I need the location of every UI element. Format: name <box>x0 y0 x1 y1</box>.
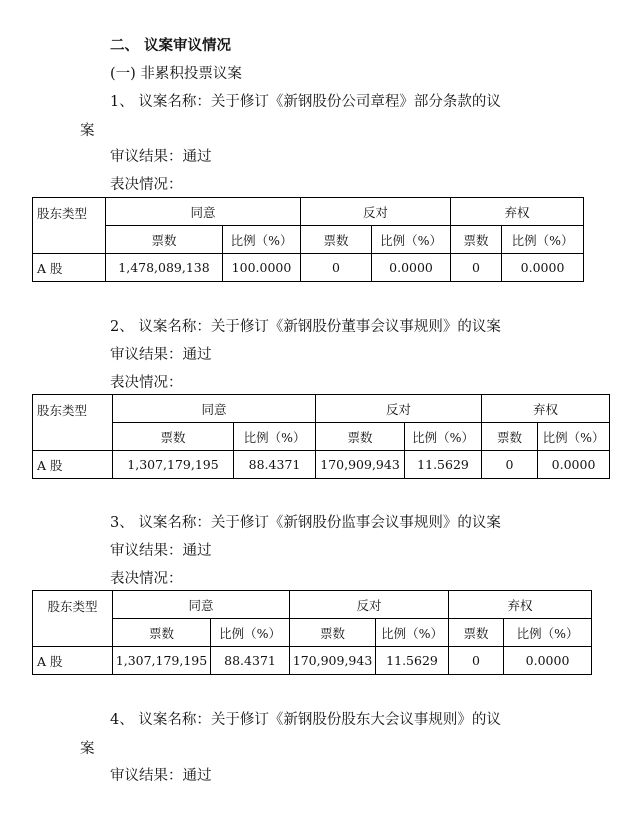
cell-against-ratio: 11.5629 <box>405 451 482 479</box>
proposal-3-title: 3、 议案名称：关于修订《新钢股份监事会议事规则》的议案 <box>110 515 501 531</box>
cell-abstain-ratio: 0.0000 <box>538 451 610 479</box>
header-agree-ratio: 比例（%） <box>223 226 301 254</box>
cell-agree-votes: 1,478,089,138 <box>106 254 223 282</box>
header-against: 反对 <box>316 395 482 423</box>
cell-abstain-votes: 0 <box>449 647 504 675</box>
header-abstain-votes: 票数 <box>451 226 502 254</box>
cell-abstain-ratio: 0.0000 <box>502 254 584 282</box>
proposal-2-result <box>110 345 212 365</box>
proposal-2-title: 2、 议案名称：关于修订《新钢股份董事会议事规则》的议案 <box>110 319 501 335</box>
header-abstain: 弃权 <box>482 395 610 423</box>
header-abstain-ratio: 比例（%） <box>504 619 592 647</box>
result-label: 审议结果： <box>110 347 183 363</box>
header-agree: 同意 <box>106 198 301 226</box>
header-against-votes: 票数 <box>290 619 376 647</box>
header-against: 反对 <box>301 198 451 226</box>
table-row <box>33 647 592 675</box>
result-value: 通过 <box>182 347 212 363</box>
header-abstain-ratio: 比例（%） <box>538 423 610 451</box>
proposal-4-title-cont: 案 <box>80 741 95 757</box>
header-against: 反对 <box>290 591 449 619</box>
header-agree-votes: 票数 <box>106 226 223 254</box>
cell-agree-ratio: 100.0000 <box>223 254 301 282</box>
proposal-3-vote-table <box>32 590 592 675</box>
header-agree-ratio: 比例（%） <box>211 619 290 647</box>
header-shareholder-type: 股东类型 <box>33 591 113 647</box>
subsection-heading: (一) 非累积投票议案 <box>110 66 242 82</box>
proposal-2-vote-table <box>32 394 610 479</box>
header-shareholder-type: 股东类型 <box>33 198 106 254</box>
cell-share-type: A 股 <box>33 254 106 282</box>
result-value: 通过 <box>182 149 212 165</box>
proposal-1-title-cont: 案 <box>80 123 95 139</box>
table-row <box>33 254 584 282</box>
section-heading: 二、 议案审议情况 <box>110 37 232 54</box>
table-row <box>33 451 610 479</box>
cell-against-votes: 170,909,943 <box>316 451 405 479</box>
proposal-1-result <box>110 147 212 167</box>
cell-abstain-ratio: 0.0000 <box>504 647 592 675</box>
cell-agree-ratio: 88.4371 <box>211 647 290 675</box>
result-label: 审议结果： <box>110 149 183 165</box>
header-abstain: 弃权 <box>451 198 584 226</box>
cell-agree-votes: 1,307,179,195 <box>113 451 234 479</box>
proposal-1-vote-label: 表决情况： <box>110 177 183 193</box>
proposal-1-title: 1、 议案名称：关于修订《新钢股份公司章程》部分条款的议 <box>110 94 501 110</box>
header-agree-ratio: 比例（%） <box>234 423 316 451</box>
proposal-4-result <box>110 766 212 786</box>
header-against-votes: 票数 <box>301 226 372 254</box>
header-agree: 同意 <box>113 591 290 619</box>
cell-against-ratio: 0.0000 <box>372 254 451 282</box>
cell-against-votes: 170,909,943 <box>290 647 376 675</box>
result-label: 审议结果： <box>110 543 183 559</box>
cell-against-votes: 0 <box>301 254 372 282</box>
result-label: 审议结果： <box>110 768 183 784</box>
header-against-ratio: 比例（%） <box>405 423 482 451</box>
cell-agree-votes: 1,307,179,195 <box>113 647 211 675</box>
proposal-1-vote-table <box>32 197 584 282</box>
proposal-3-result <box>110 541 212 561</box>
header-agree-votes: 票数 <box>113 619 211 647</box>
header-agree-votes: 票数 <box>113 423 234 451</box>
cell-share-type: A 股 <box>33 647 113 675</box>
header-abstain-votes: 票数 <box>482 423 538 451</box>
header-against-ratio: 比例（%） <box>372 226 451 254</box>
proposal-3-vote-label: 表决情况： <box>110 571 183 587</box>
cell-abstain-votes: 0 <box>482 451 538 479</box>
cell-against-ratio: 11.5629 <box>376 647 449 675</box>
cell-share-type: A 股 <box>33 451 113 479</box>
header-abstain-votes: 票数 <box>449 619 504 647</box>
header-agree: 同意 <box>113 395 316 423</box>
cell-abstain-votes: 0 <box>451 254 502 282</box>
header-abstain: 弃权 <box>449 591 592 619</box>
header-against-ratio: 比例（%） <box>376 619 449 647</box>
cell-agree-ratio: 88.4371 <box>234 451 316 479</box>
proposal-2-vote-label: 表决情况： <box>110 375 183 391</box>
header-abstain-ratio: 比例（%） <box>502 226 584 254</box>
proposal-4-title: 4、 议案名称：关于修订《新钢股份股东大会议事规则》的议 <box>110 712 501 728</box>
header-shareholder-type: 股东类型 <box>33 395 113 451</box>
result-value: 通过 <box>182 768 212 784</box>
result-value: 通过 <box>182 543 212 559</box>
header-against-votes: 票数 <box>316 423 405 451</box>
